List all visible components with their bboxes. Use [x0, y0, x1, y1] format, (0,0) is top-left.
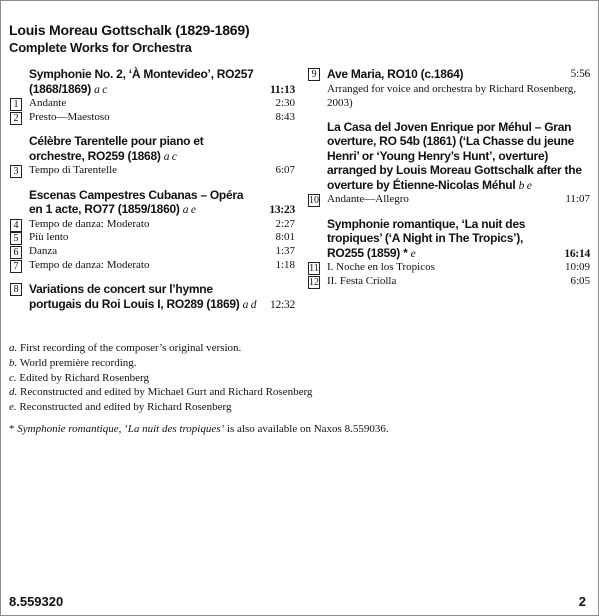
- track-title: Andante—Allegro: [327, 193, 409, 205]
- work-title: [9, 188, 295, 218]
- work-duration: 16:14: [564, 247, 590, 260]
- footnote: [9, 371, 569, 386]
- track-number: 7: [10, 260, 22, 273]
- work-variations-de-concert: [9, 282, 295, 312]
- work-note: b e: [518, 179, 532, 192]
- track-duration: 2:27: [275, 217, 295, 230]
- work-note: a e: [182, 204, 196, 217]
- track-title: Più lento: [29, 231, 69, 244]
- track-title: Andante: [29, 97, 67, 109]
- work-title: [9, 282, 295, 312]
- work-note: a c: [163, 150, 177, 163]
- footnote-letter: b.: [9, 356, 18, 369]
- work-note: a c: [94, 83, 108, 96]
- footnote-text: Reconstructed and edited by Richard Rosenberg: [19, 401, 232, 414]
- track-title: Presto—Maestoso: [29, 110, 110, 123]
- work-title-text: Ave Maria, RO10 (c.1864): [327, 67, 464, 81]
- track-row: [9, 218, 295, 232]
- track-row: [307, 193, 590, 207]
- track-duration: 8:43: [275, 110, 295, 123]
- work-symphonie-romantique: [307, 217, 590, 289]
- track-number: 12: [309, 276, 319, 288]
- footnote-letter: e.: [9, 401, 17, 414]
- footnote: [9, 400, 569, 415]
- track-title: Tempo de danza: Moderato: [29, 258, 150, 271]
- page-number: 2: [578, 594, 586, 609]
- work-duration: 13:23: [269, 204, 295, 217]
- work-title-text: Symphonie No. 2, ‘À Montevideo’, RO257 (1868/1869): [29, 67, 254, 96]
- footnote-text: World première recording.: [19, 356, 137, 369]
- footnote-text: Edited by Richard Rosenberg: [19, 371, 150, 384]
- work-title: [9, 67, 295, 97]
- work-title-text: Escenas Campestres Cubanas – Opéra en 1 acte, RO77 (1859/1860): [29, 187, 244, 217]
- track-number: 3: [10, 165, 22, 178]
- footnote-letter: a.: [9, 342, 18, 354]
- work-ave-maria: [307, 67, 590, 110]
- availability-note: [9, 422, 589, 436]
- work-title: [9, 134, 295, 164]
- work-description: Arranged for voice and orchestra by Richard Rosenberg, 2003): [327, 82, 577, 109]
- track-duration: 8:01: [275, 231, 295, 244]
- track-number: 6: [10, 246, 22, 259]
- right-column: [307, 67, 590, 298]
- track-row: [9, 231, 295, 245]
- track-duration: 11:07: [565, 193, 590, 205]
- track-number: 8: [10, 283, 22, 296]
- work-title-text: Variations de concert sur l’hymne portugais du Roi Louis I, RO289 (1869): [29, 282, 240, 311]
- work-duration: 11:13: [270, 83, 295, 96]
- footnote-text: First recording of the composer’s original version.: [20, 342, 242, 354]
- work-tarentelle: [9, 134, 295, 178]
- work-la-casa-del-joven-enrique: [307, 120, 590, 207]
- track-title: I. Noche en los Tropicos: [327, 261, 435, 274]
- work-duration: 12:32: [270, 298, 295, 311]
- star-marker: *: [403, 245, 408, 260]
- track-duration: 1:37: [275, 244, 295, 257]
- left-column: [9, 67, 295, 322]
- track-title: Tempo di Tarentelle: [29, 164, 118, 177]
- track-number: 2: [10, 112, 22, 125]
- composer-title: Louis Moreau Gottschalk (1829-1869): [9, 22, 250, 38]
- catalog-number: 8.559320: [9, 594, 64, 609]
- track-number: 4: [10, 219, 22, 232]
- track-row: [9, 97, 295, 111]
- work-escenas-campestres: [9, 188, 295, 272]
- track-row: [9, 259, 295, 273]
- track-duration: 6:05: [570, 274, 590, 287]
- collection-subtitle: Complete Works for Orchestra: [9, 40, 192, 55]
- work-duration: 5:56: [570, 68, 590, 80]
- footnote: [9, 341, 569, 356]
- track-duration: 6:07: [275, 164, 295, 177]
- work-title-text: La Casa del Joven Enrique por Méhul – Gran overture, RO 54b (1861) (‘La Chasse du jeune Henri’ or ‘Young Henry’s Hunt’, overture) arranged by Louis Moreau Gottschalk after the overture by Étienne-Nicolas Méhul: [327, 119, 582, 192]
- footnote: [9, 356, 569, 371]
- footnotes: [9, 341, 569, 415]
- track-duration: 2:30: [275, 97, 295, 109]
- work-title: [307, 120, 590, 194]
- track-title: Tempo de danza: Moderato: [29, 217, 150, 230]
- track-row: [9, 111, 295, 125]
- work-title-text: Symphonie romantique, ‘La nuit des tropiques’ (‘A Night in The Tropics’), RO255 (1859): [327, 216, 526, 260]
- track-duration: 10:09: [564, 261, 590, 274]
- page-header: [9, 21, 249, 57]
- track-title: II. Festa Criolla: [327, 274, 397, 287]
- track-number: 1: [10, 98, 22, 111]
- track-number: 5: [10, 232, 22, 245]
- availability-title: Symphonie romantique, ‘La nuit des tropiques’: [17, 423, 225, 435]
- track-row: [307, 261, 590, 275]
- footnote-letter: c.: [9, 371, 17, 384]
- work-note: a d: [242, 298, 257, 311]
- work-note: e: [410, 247, 416, 260]
- work-title: [307, 217, 590, 262]
- track-number: 9: [308, 68, 320, 81]
- work-symphonie-no2: [9, 67, 295, 124]
- star-marker: *: [9, 423, 15, 435]
- track-number: 11: [309, 263, 319, 275]
- footnote: [9, 385, 569, 400]
- work-title: [307, 67, 590, 82]
- track-row: [9, 245, 295, 259]
- track-number: 10: [309, 195, 319, 206]
- track-row: [307, 275, 590, 289]
- footnote-text: Reconstructed and edited by Michael Gurt and Richard Rosenberg: [20, 386, 313, 399]
- track-row: [9, 164, 295, 178]
- availability-text: is also available on Naxos 8.559036.: [226, 423, 389, 435]
- track-title: Danza: [29, 244, 58, 257]
- track-duration: 1:18: [275, 258, 295, 271]
- work-title-text: Célèbre Tarentelle pour piano et orchestre, RO259 (1868): [29, 134, 204, 163]
- footnote-letter: d.: [9, 386, 18, 399]
